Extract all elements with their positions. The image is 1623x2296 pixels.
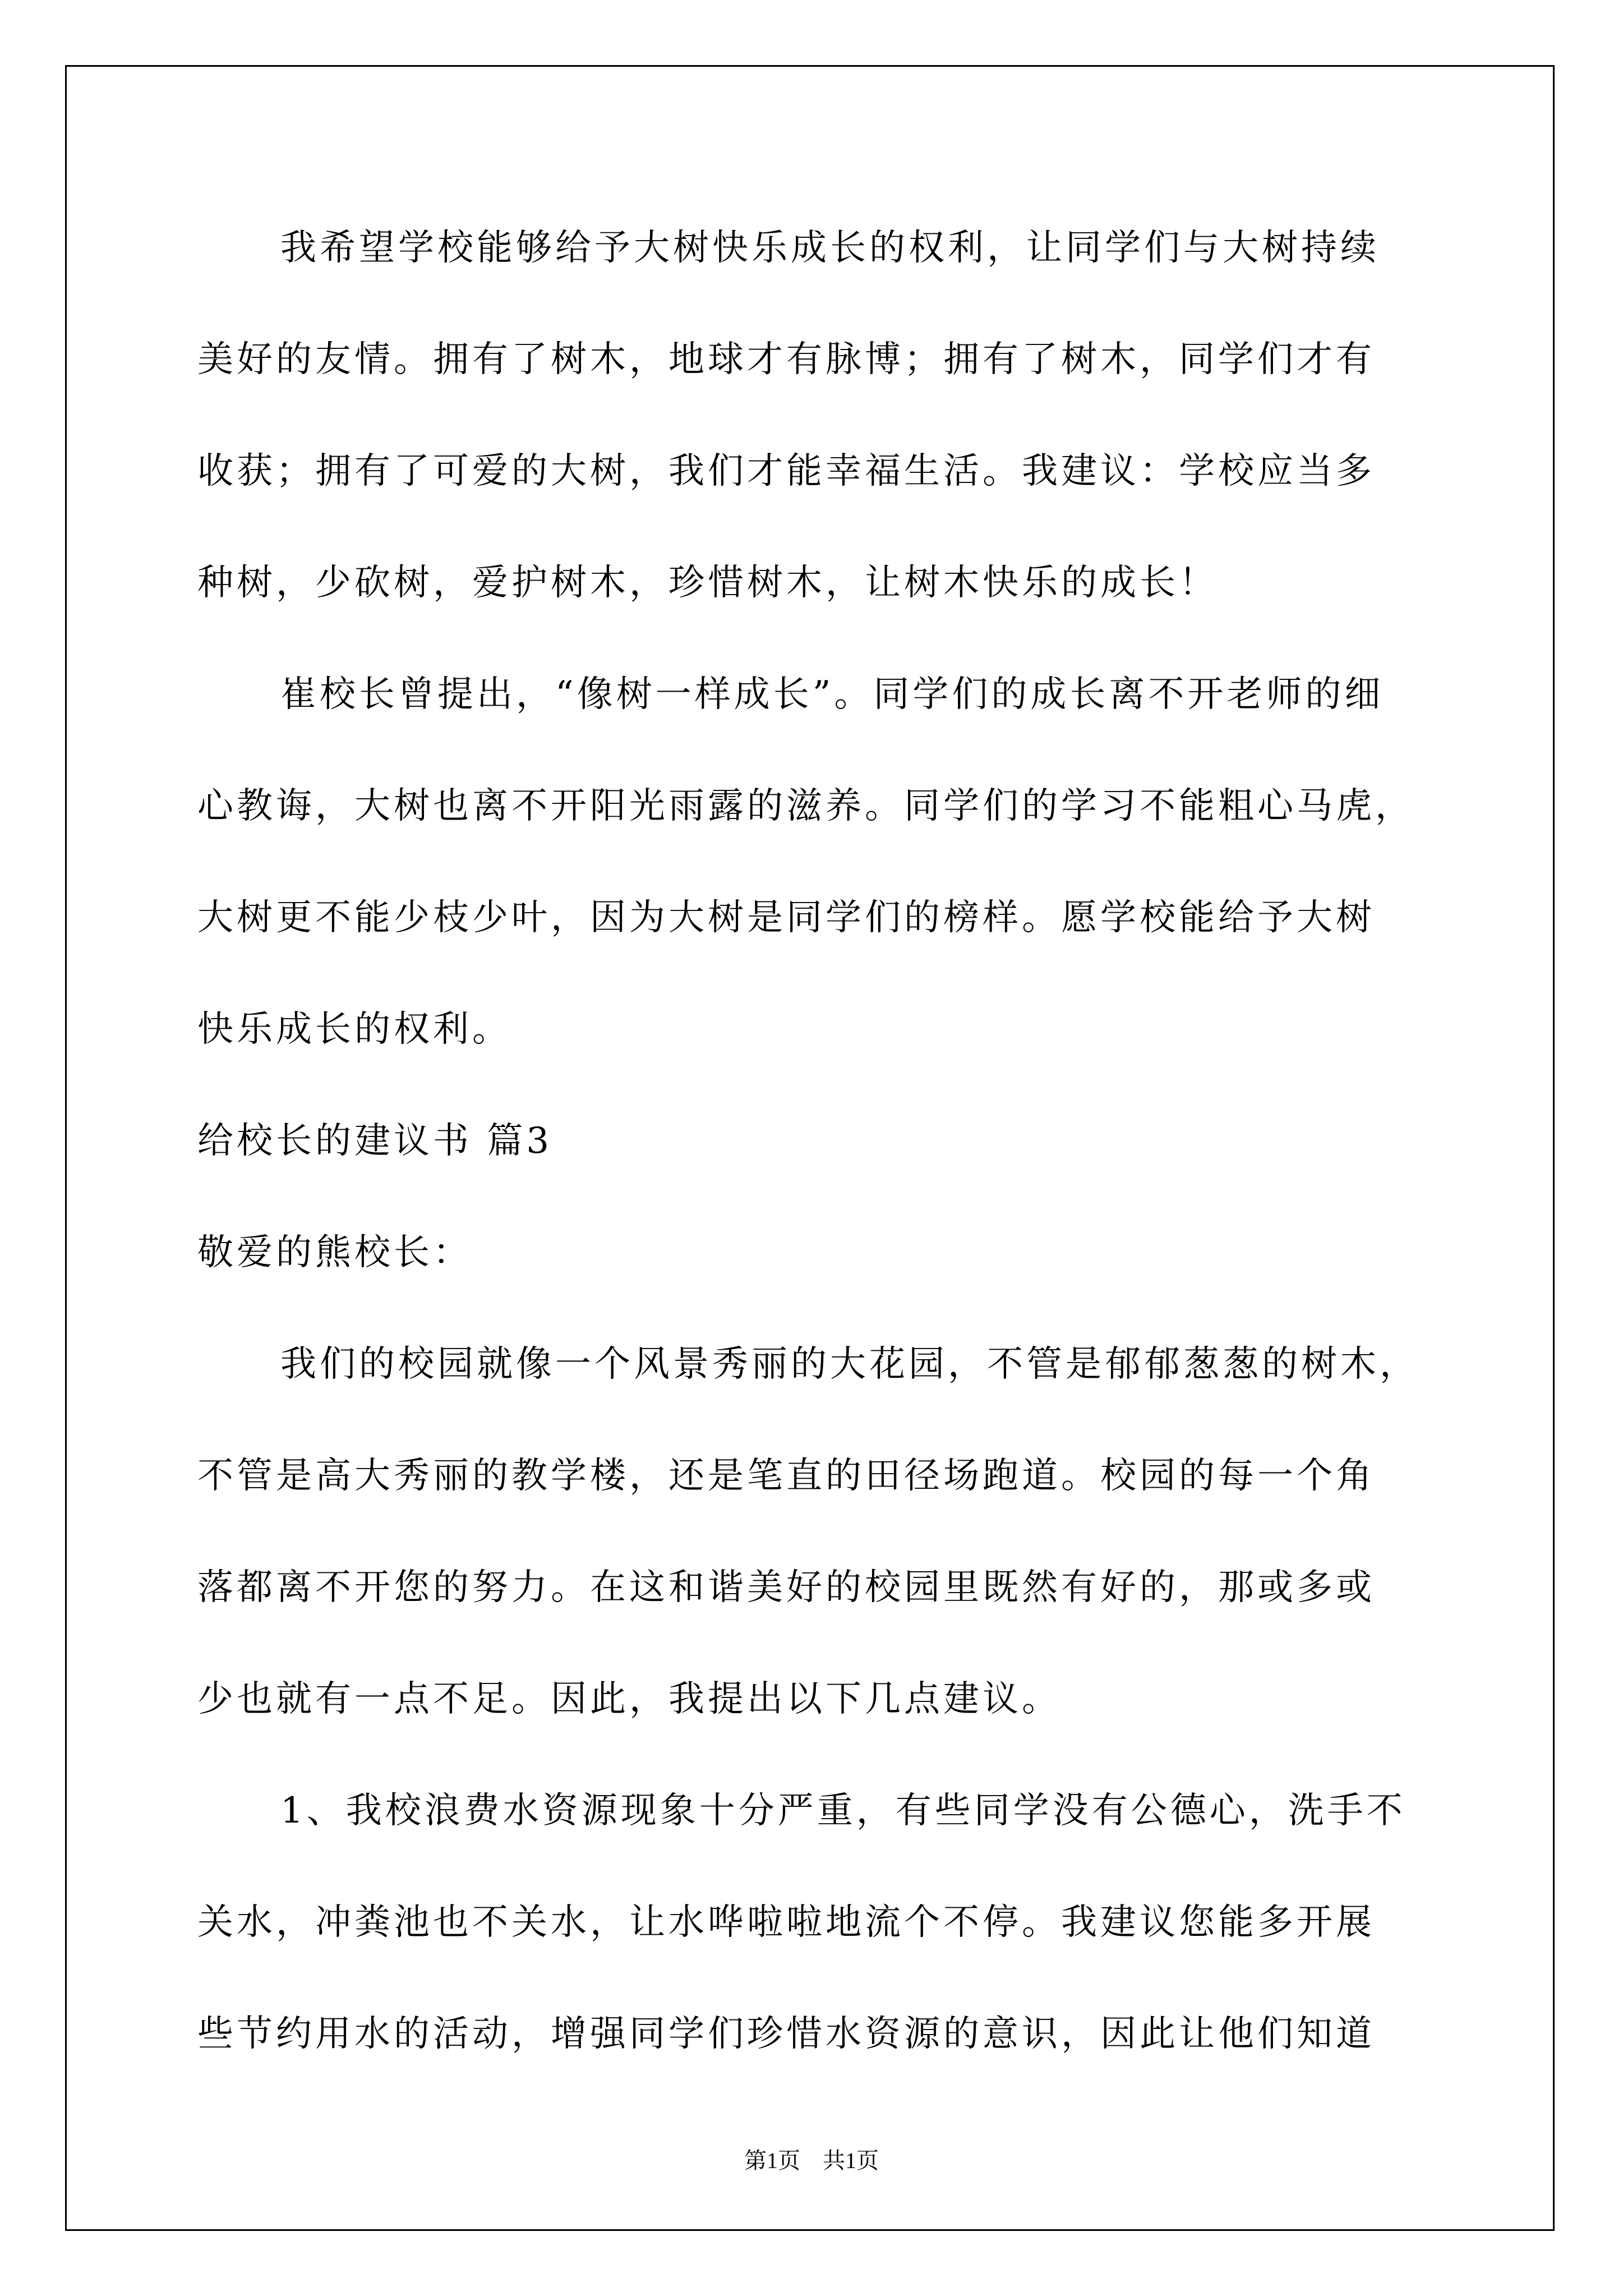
paragraph-line: 我们的校园就像一个风景秀丽的大花园，不管是郁郁葱葱的树木， [280,1343,1419,1385]
paragraph-line: 不管是高大秀丽的教学楼，还是笔直的田径场跑道。校园的每一个角 [197,1455,1375,1497]
paragraph-line: 大树更不能少枝少叶，因为大树是同学们的榜样。愿学校能给予大树 [197,897,1375,938]
salutation: 敬爱的熊校长： [197,1232,472,1273]
page-number-footer: 第1页 共1页 [744,2148,879,2173]
paragraph-line: 关水，冲粪池也不关水，让水哗啦啦地流个不停。我建议您能多开展 [197,1902,1375,1943]
paragraph-line: 种树，少砍树，爱护树木，珍惜树木，让树木快乐的成长！ [197,562,1218,604]
paragraph-line: 收获；拥有了可爱的大树，我们才能幸福生活。我建议：学校应当多 [197,450,1375,492]
paragraph-line: 美好的友情。拥有了树木，地球才有脉博；拥有了树木，同学们才有 [197,339,1375,380]
paragraph-line: 心教诲，大树也离不开阳光雨露的滋养。同学们的学习不能粗心马虎， [197,785,1414,827]
paragraph-line: 少也就有一点不足。因此，我提出以下几点建议。 [197,1678,1061,1720]
paragraph-line: 我希望学校能够给予大树快乐成长的权利，让同学们与大树持续 [280,227,1380,269]
paragraph-line: 快乐成长的权利。 [197,1009,511,1050]
section-heading: 给校长的建议书 篇3 [197,1120,553,1162]
paragraph-line: 落都离不开您的努力。在这和谐美好的校园里既然有好的，那或多或 [197,1567,1375,1608]
paragraph-line: 崔校长曾提出，“像树一样成长”。同学们的成长离不开老师的细 [280,674,1384,715]
paragraph-line: 1、我校浪费水资源现象十分严重，有些同学没有公德心，洗手不 [280,1790,1406,1832]
paragraph-line: 些节约用水的活动，增强同学们珍惜水资源的意识，因此让他们知道 [197,2013,1375,2055]
